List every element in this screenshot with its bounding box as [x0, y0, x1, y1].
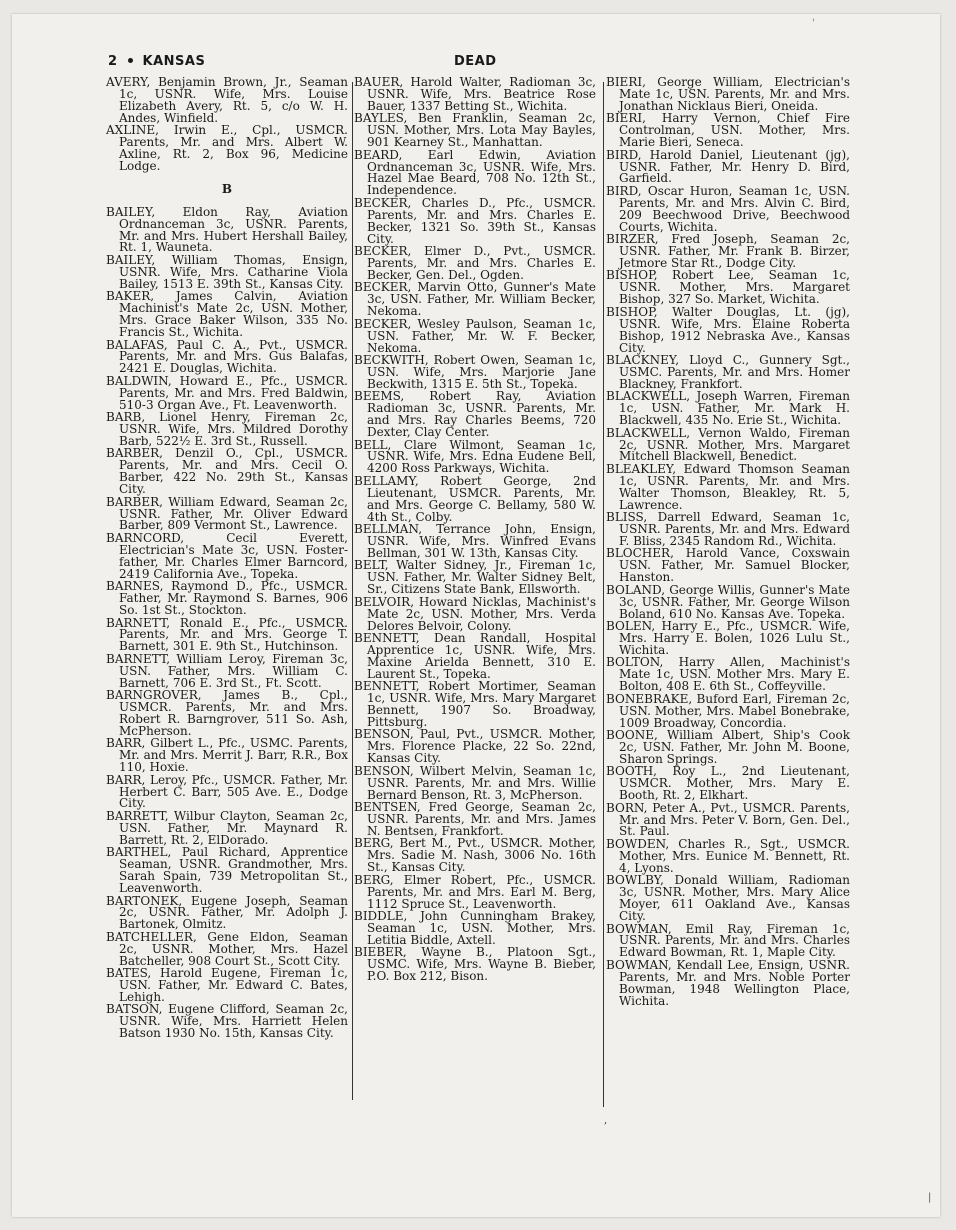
casualty-entry: BONEBRAKE, Buford Earl, Fireman 2c, USN. Mother, Mrs. Mabel Bonebrake, 1009 Broadway, Concordia.	[606, 691, 850, 730]
casualty-entry: BLISS, Darrell Edward, Seaman 1c, USNR. Parents, Mr. and Mrs. Edward F. Bliss, 2345 Random Rd., Wichita.	[606, 510, 850, 548]
corner-mark: '	[812, 18, 815, 29]
margin-mark: ,	[604, 1115, 608, 1126]
casualty-entry: BIRZER, Fred Joseph, Seaman 2c, USNR. Father, Mr. Frank B. Birzer, Jetmore Star Rt., Dodge City.	[606, 232, 850, 270]
casualty-entry: BELLAMY, Robert George, 2nd Lieutenant, USMCR. Parents, Mr. and Mrs. George C. Bellamy, 580 W. 4th St., Colby.	[354, 473, 596, 524]
casualty-entry: BECKER, Charles D., Pfc., USMCR. Parents, Mr. and Mrs. Charles E. Becker, 1321 So. 39th St., Kansas City.	[354, 195, 596, 246]
casualty-entry: BARR, Leroy, Pfc., USMCR. Father, Mr. Herbert C. Barr, 505 Ave. E., Dodge City.	[106, 772, 348, 811]
casualty-entry: BISHOP, Walter Douglas, Lt. (jg), USNR. Wife, Mrs. Elaine Roberta Bishop, 1912 Nebraska Ave., Kansas City.	[606, 304, 850, 355]
casualty-entry: BARBER, William Edward, Seaman 2c, USNR. Father, Mr. Oliver Edward Barber, 809 Vermont St., Lawrence.	[106, 494, 348, 533]
casualty-entry: BAYLES, Ben Franklin, Seaman 2c, USN. Mother, Mrs. Lota May Bayles, 901 Kearney St., Manhattan.	[354, 111, 596, 150]
casualty-entry: BARNGROVER, James B., Cpl., USMCR. Parents, Mr. and Mrs. Robert R. Barngrover, 511 So. Ash, McPherson.	[106, 688, 348, 738]
casualty-entry: BLACKWELL, Joseph Warren, Fireman 1c, USN. Father, Mr. Mark H. Blackwell, 435 No. Erie St., Wichita.	[606, 389, 850, 428]
header-left	[108, 54, 205, 69]
casualty-entry: BERG, Elmer Robert, Pfc., USMCR. Parents, Mr. and Mrs. Earl M. Berg, 1112 Spruce St., Leavenworth.	[354, 872, 596, 911]
casualty-entry: BECKWITH, Robert Owen, Seaman 1c, USN. Wife, Mrs. Marjorie Jane Beckwith, 1315 E. 5th St., Topeka.	[354, 353, 596, 391]
casualty-entry: BATES, Harold Eugene, Fireman 1c, USN. Father, Mr. Edward C. Bates, Lehigh.	[106, 966, 348, 1004]
casualty-entry: BLOCHER, Harold Vance, Coxswain USN. Father, Mr. Samuel Blocker, Hanston.	[606, 546, 850, 585]
casualty-entry: BENNETT, Dean Randall, Hospital Apprentice 1c, USNR. Wife, Mrs. Maxine Arielda Bennett, 310 E. Laurent St., Topeka.	[354, 631, 596, 681]
casualty-entry: BISHOP, Robert Lee, Seaman 1c, USNR. Mother, Mrs. Margaret Bishop, 327 So. Market, Wichita.	[606, 268, 850, 307]
casualty-entry: BELVOIR, Howard Nicklas, Machinist's Mate 2c, USN. Mother, Mrs. Verda Delores Belvoir, Colony.	[354, 594, 596, 633]
casualty-entry: BAILEY, William Thomas, Ensign, USNR. Wife, Mrs. Catharine Viola Bailey, 1513 E. 39th St., Kansas City.	[106, 252, 348, 291]
casualty-entry: AXLINE, Irwin E., Cpl., USMCR. Parents, Mr. and Mrs. Albert W. Axline, Rt. 2, Box 96, Medicine Lodge.	[106, 123, 348, 173]
casualty-entry: BARRETT, Wilbur Clayton, Seaman 2c, USN. Father, Mr. Maynard R. Barrett, Rt. 2, ElDorado.	[106, 808, 348, 847]
casualty-entry: BALAFAS, Paul C. A., Pvt., USMCR. Parents, Mr. and Mrs. Gus Balafas, 2421 E. Douglas, Wichita.	[106, 337, 348, 376]
casualty-entry: BOWMAN, Emil Ray, Fireman 1c, USNR. Parents, Mr. and Mrs. Charles Edward Bowman, Rt. 1, Maple City.	[606, 921, 850, 960]
corner-mark: |	[928, 1192, 932, 1203]
column-3	[606, 77, 850, 1008]
casualty-entry: BAUER, Harold Walter, Radioman 3c, USNR. Wife, Mrs. Beatrice Rose Bauer, 1337 Betting St., Wichita.	[354, 75, 596, 113]
casualty-entry: BARNCORD, Cecil Everett, Electrician's Mate 3c, USN. Foster-father, Mr. Charles Elmer Barncord, 2419 California Ave., Topeka.	[106, 530, 348, 581]
page-number: 2	[108, 54, 118, 69]
casualty-entry: BAILEY, Eldon Ray, Aviation Ordnanceman 3c, USNR. Parents, Mr. and Mrs. Hubert Hershall Bailey, Rt. 1, Wauneta.	[106, 204, 348, 255]
casualty-entry: BAKER, James Calvin, Aviation Machinist's Mate 2c, USN. Mother, Mrs. Grace Baker Wilson, 335 No. Francis St., Wichita.	[106, 289, 348, 339]
casualty-entry: BORN, Peter A., Pvt., USMCR. Parents, Mr. and Mrs. Peter V. Born, Gen. Del., St. Paul.	[606, 800, 850, 839]
casualty-entry: BEARD, Earl Edwin, Aviation Ordnanceman 3c, USNR. Wife, Mrs. Hazel Mae Beard, 708 No. 12th St., Independence.	[354, 147, 596, 198]
casualty-entry: BALDWIN, Howard E., Pfc., USMCR. Parents, Mr. and Mrs. Fred Baldwin, 510-3 Organ Ave., Ft. Leavenworth.	[106, 373, 348, 412]
column-divider	[603, 82, 604, 1107]
casualty-entry: BARNETT, Ronald E., Pfc., USMCR. Parents, Mr. and Mrs. George T. Barnett, 301 E. 9th St., Hutchinson.	[106, 615, 348, 654]
casualty-entry: BIDDLE, John Cunningham Brakey, Seaman 1c, USN. Mother, Mrs. Letitia Biddle, Axtell.	[354, 909, 596, 947]
casualty-entry: BLEAKLEY, Edward Thomson Seaman 1c, USNR. Parents, Mr. and Mrs. Walter Thomson, Bleakley, Rt. 5, Lawrence.	[606, 461, 850, 512]
casualty-entry: BECKER, Marvin Otto, Gunner's Mate 3c, USN. Father, Mr. William Becker, Nekoma.	[354, 280, 596, 319]
casualty-entry: BATSON, Eugene Clifford, Seaman 2c, USNR. Wife, Mrs. Harriett Helen Batson 1930 No. 15th, Kansas City.	[106, 1002, 348, 1041]
casualty-entry: BELT, Walter Sidney, Jr., Fireman 1c, USN. Father, Mr. Walter Sidney Belt, Sr., Citizens State Bank, Ellsworth.	[354, 558, 596, 597]
column-1	[106, 77, 348, 1041]
casualty-entry: BELLMAN, Terrance John, Ensign, USNR. Wife, Mrs. Winfred Evans Bellman, 301 W. 13th, Kansas City.	[354, 522, 596, 560]
casualty-entry: BIRD, Oscar Huron, Seaman 1c, USN. Parents, Mr. and Mrs. Alvin C. Bird, 209 Beechwood Drive, Beechwood Courts, Wichita.	[606, 183, 850, 234]
state-name: KANSAS	[142, 54, 206, 69]
casualty-entry: BLACKWELL, Vernon Waldo, Fireman 2c, USNR. Mother, Mrs. Margaret Mitchell Blackwell, Benedict.	[606, 425, 850, 464]
casualty-entry: BOWMAN, Kendall Lee, Ensign, USNR. Parents, Mr. and Mrs. Noble Porter Bowman, 1948 Wellington Place, Wichita.	[606, 957, 850, 1008]
column-divider	[352, 82, 353, 1100]
bullet-icon	[128, 58, 133, 63]
casualty-entry: AVERY, Benjamin Brown, Jr., Seaman 1c, USNR. Wife, Mrs. Louise Elizabeth Avery, Rt. 5, c/o W. H. Andes, Winfield.	[106, 75, 348, 125]
section-title: DEAD	[454, 54, 497, 69]
casualty-entry: BOWLBY, Donald William, Radioman 3c, USNR. Mother, Mrs. Mary Alice Moyer, 611 Oakland Ave., Kansas City.	[606, 873, 850, 923]
casualty-entry: BARB, Lionel Henry, Fireman 2c, USNR. Wife, Mrs. Mildred Dorothy Barb, 522½ E. 3rd St., Russell.	[106, 410, 348, 448]
casualty-entry: BOLTON, Harry Allen, Machinist's Mate 1c, USN. Mother Mrs. Mary E. Bolton, 408 E. 6th St., Coffeyville.	[606, 655, 850, 694]
section-letter: B	[221, 181, 233, 196]
casualty-entry: BENTSEN, Fred George, Seaman 2c, USNR. Parents, Mr. and Mrs. James N. Bentsen, Frankfort.	[354, 800, 596, 838]
casualty-entry: BECKER, Wesley Paulson, Seaman 1c, USN. Father, Mr. W. F. Becker, Nekoma.	[354, 316, 596, 355]
casualty-entry: BOWDEN, Charles R., Sgt., USMCR. Mother, Mrs. Eunice M. Bennett, Rt. 4, Lyons.	[606, 836, 850, 875]
casualty-entry: BOLAND, George Willis, Gunner's Mate 3c, USNR. Father, Mr. George Wilson Boland, 610 No. Kansas Ave. Topeka.	[606, 582, 850, 621]
casualty-entry: BIERI, George William, Electrician's Mate 1c, USN. Parents, Mr. and Mrs. Jonathan Nicklaus Bieri, Oneida.	[606, 75, 850, 113]
casualty-entry: BLACKNEY, Lloyd C., Gunnery Sgt., USMC. Parents, Mr. and Mrs. Homer Blackney, Frankfort.	[606, 353, 850, 391]
casualty-entry: BARR, Gilbert L., Pfc., USMC. Parents, Mr. and Mrs. Merrit J. Barr, R.R., Box 110, Hoxie.	[106, 736, 348, 775]
casualty-entry: BENNETT, Robert Mortimer, Seaman 1c, USNR. Wife, Mrs. Mary Margaret Bennett, 1907 So. Broadway, Pittsburg.	[354, 679, 596, 729]
casualty-entry: BOLEN, Harry E., Pfc., USMCR. Wife, Mrs. Harry E. Bolen, 1026 Lulu St., Wichita.	[606, 619, 850, 657]
casualty-entry: BEEMS, Robert Ray, Aviation Radioman 3c, USNR. Parents, Mr. and Mrs. Ray Charles Beems, 720 Dexter, Clay Center.	[354, 389, 596, 440]
casualty-entry: BIEBER, Wayne B., Platoon Sgt., USMC. Wife, Mrs. Wayne B. Bieber, P.O. Box 212, Bison.	[354, 945, 596, 984]
casualty-entry: BARNETT, William Leroy, Fireman 3c, USN. Father, Mrs. William C. Barnett, 706 E. 3rd St., Ft. Scott.	[106, 651, 348, 690]
casualty-entry: BIRD, Harold Daniel, Lieutenant (jg), USNR. Father, Mr. Henry D. Bird, Garfield.	[606, 147, 850, 186]
page-header	[108, 54, 860, 76]
casualty-entry: BENSON, Paul, Pvt., USMCR. Mother, Mrs. Florence Placke, 22 So. 22nd, Kansas City.	[354, 727, 596, 766]
casualty-entry: BECKER, Elmer D., Pvt., USMCR. Parents, Mr. and Mrs. Charles E. Becker, Gen. Del., Ogden.	[354, 244, 596, 282]
casualty-entry: BARBER, Denzil O., Cpl., USMCR. Parents, Mr. and Mrs. Cecil O. Barber, 422 No. 29th St., Kansas City.	[106, 446, 348, 497]
casualty-entry: BARTONEK, Eugene Joseph, Seaman 2c, USNR. Father, Mr. Adolph J. Bartonek, Olmitz.	[106, 893, 348, 932]
casualty-entry: BERG, Bert M., Pvt., USMCR. Mother, Mrs. Sadie M. Nash, 3006 No. 16th St., Kansas City.	[354, 836, 596, 875]
casualty-entry: BATCHELLER, Gene Eldon, Seaman 2c, USNR. Mother, Mrs. Hazel Batcheller, 908 Court St., Scott City.	[106, 929, 348, 968]
casualty-entry: BENSON, Wilbert Melvin, Seaman 1c, USNR. Parents, Mr. and Mrs. Willie Bernard Benson, Rt. 3, McPherson.	[354, 763, 596, 802]
casualty-entry: BARNES, Raymond D., Pfc., USMCR. Father, Mr. Raymond S. Barnes, 906 So. 1st St., Stockton.	[106, 579, 348, 617]
casualty-entry: BARTHEL, Paul Richard, Apprentice Seaman, USNR. Grandmother, Mrs. Sarah Spain, 739 Metropolitan St., Leavenworth.	[106, 845, 348, 895]
casualty-entry: BELL, Clare Wilmont, Seaman 1c, USNR. Wife, Mrs. Edna Eudene Bell, 4200 Ross Parkways, Wichita.	[354, 437, 596, 476]
casualty-entry: BOOTH, Roy L., 2nd Lieutenant, USMCR. Mother, Mrs. Mary E. Booth, Rt. 2, Elkhart.	[606, 764, 850, 803]
casualty-entry: BIERI, Harry Vernon, Chief Fire Controlman, USN. Mother, Mrs. Marie Bieri, Seneca.	[606, 111, 850, 150]
column-2	[354, 77, 596, 984]
casualty-entry: BOONE, William Albert, Ship's Cook 2c, USN. Father, Mr. John M. Boone, Sharon Springs.	[606, 728, 850, 766]
